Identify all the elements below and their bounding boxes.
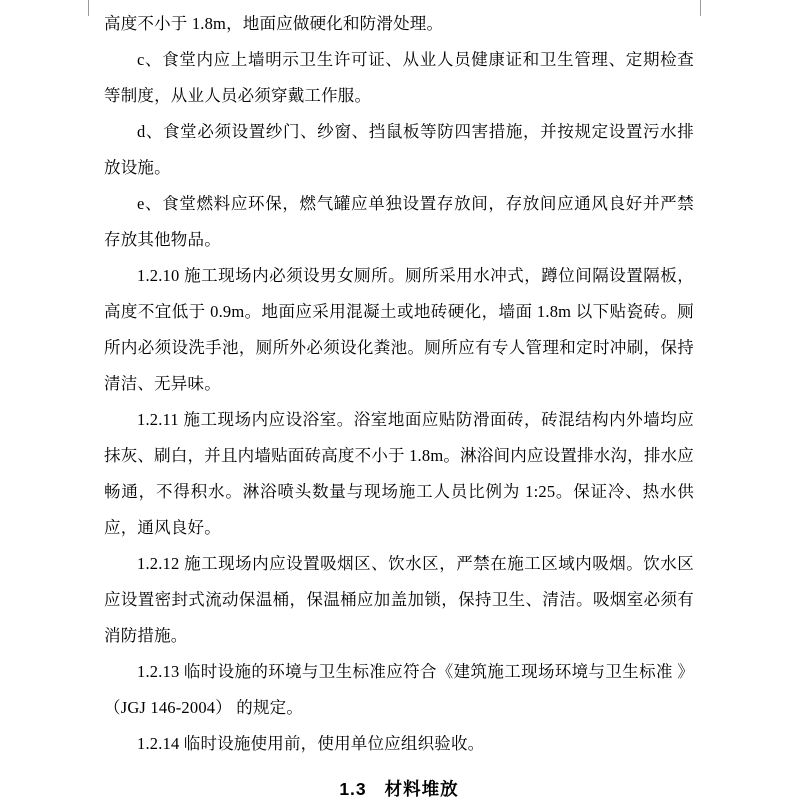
paragraph-clause-1-2-11: 1.2.11 施工现场内应设浴室。浴室地面应贴防滑面砖，砖混结构内外墙均应抹灰、刷白，并且内墙贴面砖高度不小于 1.8m。淋浴间内应设置排水沟，排水应畅通，不得积水。淋浴喷头数量与现场施工人员比例为 1:25。保证冷、热水供应，通风良好。 (104, 410, 694, 537)
paragraph-item-c: c、食堂内应上墙明示卫生许可证、从业人员健康证和卫生管理、定期检查等制度，从业人员必须穿戴工作服。 (104, 50, 694, 105)
paragraph-clause-1-2-14: 1.2.14 临时设施使用前，使用单位应组织验收。 (137, 734, 485, 753)
document-body (104, 6, 694, 801)
section-heading-number: 1.3 (339, 779, 367, 799)
paragraph-clause-1-2-10: 1.2.10 施工现场内必须设男女厕所。厕所采用水冲式，蹲位间隔设置隔板，高度不宜低于 0.9m。地面应采用混凝土或地砖硬化，墙面 1.8m 以下贴瓷砖。厕所内必须设洗手池，厕所外必须设化粪池。厕所应有专人管理和定时冲刷，保持清洁、无异味。 (104, 266, 694, 393)
section-heading (104, 776, 694, 801)
paragraph-clause-1-2-13: 1.2.13 临时设施的环境与卫生标准应符合《建筑施工现场环境与卫生标准 》（JGJ 146-2004） 的规定。 (104, 662, 694, 717)
paragraph-clause-1-2-12: 1.2.12 施工现场内应设置吸烟区、饮水区，严禁在施工区域内吸烟。饮水区应设置密封式流动保温桶，保温桶应加盖加锁，保持卫生、清洁。吸烟室必须有消防措施。 (104, 554, 694, 645)
page-margin-mark-right (700, 0, 701, 16)
paragraph-item-d: d、食堂必须设置纱门、纱窗、挡鼠板等防四害措施，并按规定设置污水排放设施。 (104, 122, 694, 177)
page-margin-mark-left (88, 0, 89, 16)
paragraph-height-hardening: 高度不小于 1.8m，地面应做硬化和防滑处理。 (104, 14, 444, 33)
paragraph-item-e: e、食堂燃料应环保，燃气罐应单独设置存放间，存放间应通风良好并严禁存放其他物品。 (104, 194, 694, 249)
section-heading-title: 材料堆放 (384, 779, 459, 799)
